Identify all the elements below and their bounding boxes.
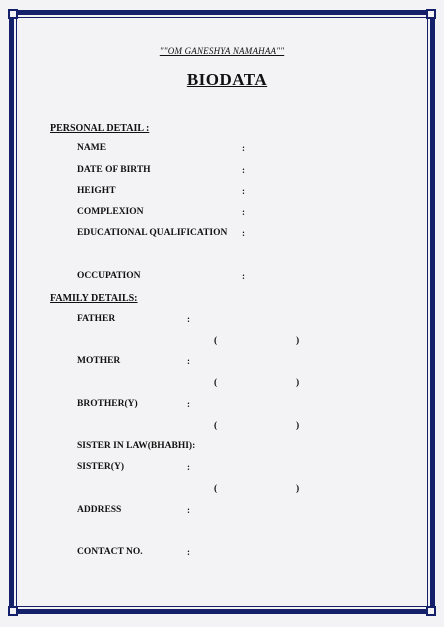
field-colon: : xyxy=(242,271,245,281)
field-label-height: HEIGHT xyxy=(77,186,116,196)
paren-open: ( xyxy=(214,421,218,431)
paren-open: ( xyxy=(214,336,218,346)
field-colon: : xyxy=(187,505,190,515)
field-label-mother: MOTHER xyxy=(77,356,121,366)
page-border-inner xyxy=(16,17,428,607)
field-colon: : xyxy=(187,462,190,472)
field-label-complexion: COMPLEXION xyxy=(77,207,144,217)
paren-open: ( xyxy=(214,378,218,388)
field-label-brother: BROTHER(Y) xyxy=(77,399,138,409)
field-label-father: FATHER xyxy=(77,314,116,324)
field-label-name: NAME xyxy=(77,143,107,153)
field-label-dob: DATE OF BIRTH xyxy=(77,165,151,175)
motto-line: ""OM GANESHYA NAMAHAA"" xyxy=(159,46,285,56)
field-colon: : xyxy=(242,186,245,196)
field-colon: : xyxy=(242,228,245,238)
paren-close: ) xyxy=(296,421,300,431)
family-details-heading: FAMILY DETAILS: xyxy=(50,293,138,304)
field-colon: : xyxy=(242,165,245,175)
paren-open: ( xyxy=(214,484,218,494)
border-corner-ornament xyxy=(426,9,436,19)
field-colon: : xyxy=(187,356,190,366)
field-label-education: EDUCATIONAL QUALIFICATION xyxy=(77,228,228,238)
field-label-sister-in-law: SISTER IN LAW(BHABHI): xyxy=(77,441,196,451)
field-colon: : xyxy=(242,143,245,153)
border-corner-ornament xyxy=(8,606,18,616)
paren-close: ) xyxy=(296,336,300,346)
field-colon: : xyxy=(242,207,245,217)
field-label-address: ADDRESS xyxy=(77,505,122,515)
field-label-contact: CONTACT NO. xyxy=(77,547,143,557)
paren-close: ) xyxy=(296,484,300,494)
personal-detail-heading: PERSONAL DETAIL : xyxy=(50,123,150,134)
field-label-sister: SISTER(Y) xyxy=(77,462,124,472)
field-label-occupation: OCCUPATION xyxy=(77,271,141,281)
field-colon: : xyxy=(187,399,190,409)
page-title: BIODATA xyxy=(186,70,268,89)
field-colon: : xyxy=(187,314,190,324)
paren-close: ) xyxy=(296,378,300,388)
border-corner-ornament xyxy=(426,606,436,616)
border-corner-ornament xyxy=(8,9,18,19)
field-colon: : xyxy=(187,547,190,557)
